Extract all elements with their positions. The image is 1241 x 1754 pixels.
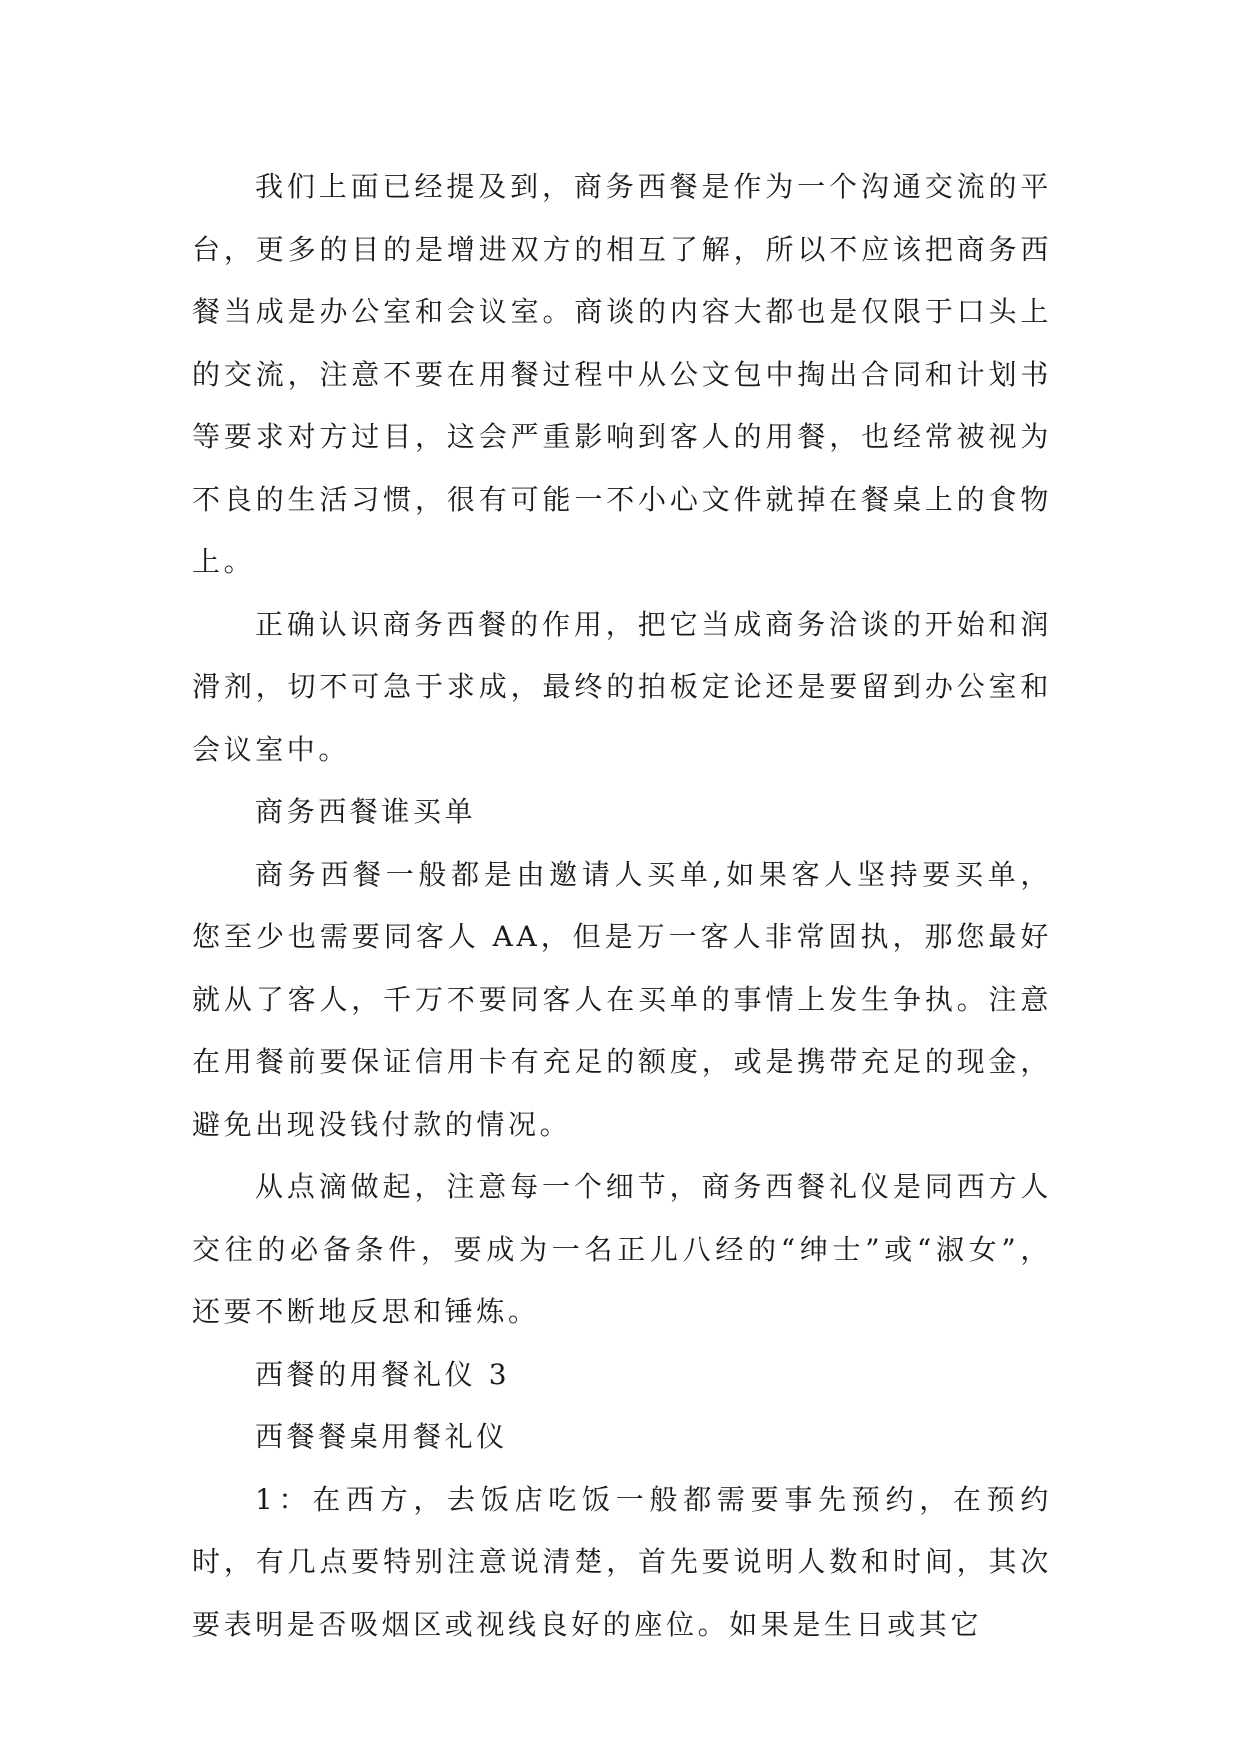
paragraph-correct-understanding: 正确认识商务西餐的作用，把它当成商务洽谈的开始和润滑剂，切不可急于求成，最终的拍板定论还是要留到办公室和会议室中。 xyxy=(192,607,1052,766)
paragraph-who-pays: 商务西餐一般都是由邀请人买单,如果客人坚持要买单，您至少也需要同客人 AA，但是万一客人非常固执，那您最好就从了客人，千万不要同客人在买单的事情上发生争执。注意在用餐前要保证信用卡有充足的额度，或是携带充足的现金，避免出现没钱付款的情况。 xyxy=(192,857,1052,1141)
paragraph-reservation: 1：在西方，去饭店吃饭一般都需要事先预约，在预约时，有几点要特别注意说清楚，首先要说明人数和时间，其次要表明是否吸烟区或视线良好的座位。如果是生日或其它 xyxy=(192,1482,1052,1641)
paragraph-business-western-meal-platform: 我们上面已经提及到，商务西餐是作为一个沟通交流的平台，更多的目的是增进双方的相互了解，所以不应该把商务西餐当成是办公室和会议室。商谈的内容大都也是仅限于口头上的交流，注意不要在用餐过程中从公文包中掏出合同和计划书等要求对方过目，这会严重影响到客人的用餐，也经常被视为不良的生活习惯，很有可能一不小心文件就掉在餐桌上的食物上。 xyxy=(192,170,1052,578)
section-heading-who-pays: 商务西餐谁买单 xyxy=(255,795,477,828)
paragraph-details: 从点滴做起，注意每一个细节，商务西餐礼仪是同西方人交往的必备条件，要成为一名正儿八经的“绅士”或“淑女”，还要不断地反思和锤炼。 xyxy=(192,1170,1052,1328)
document-body xyxy=(192,156,1052,1656)
section-heading-table-etiquette: 西餐餐桌用餐礼仪 xyxy=(255,1420,508,1453)
section-heading-dining-etiquette-3: 西餐的用餐礼仪 3 xyxy=(255,1357,511,1391)
